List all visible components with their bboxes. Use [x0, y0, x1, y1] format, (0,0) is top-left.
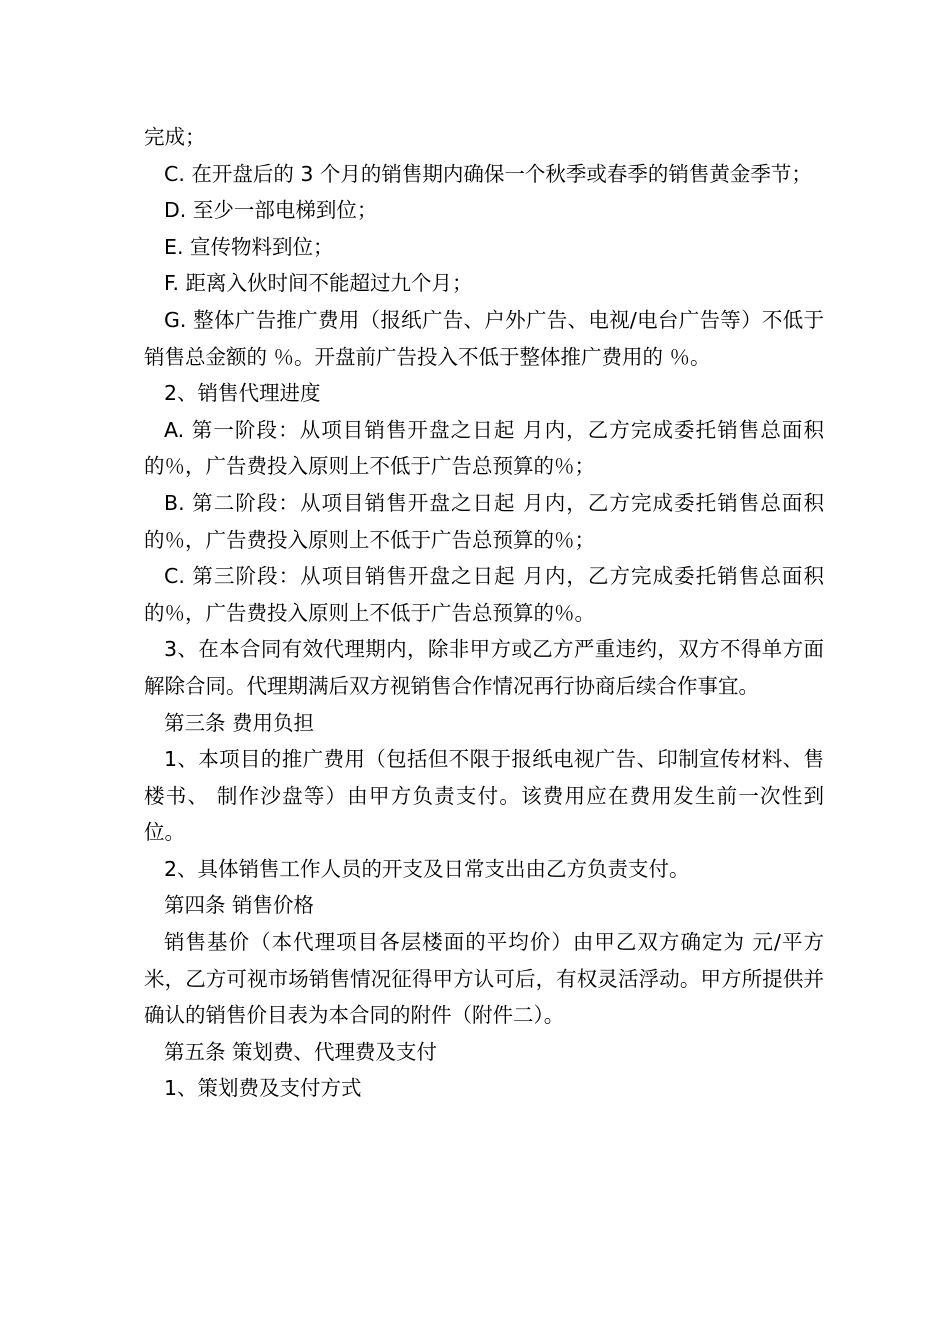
paragraph: G. 整体广告推广费用（报纸广告、户外广告、电视/电台广告等）不低于销售总金额的 ％。开盘前广告投入不低于整体推广费用的 ％。	[144, 307, 824, 369]
article-heading: 第五条 策划费、代理费及支付	[164, 1039, 438, 1064]
paragraph: F. 距离入伙时间不能超过九个月；	[164, 271, 473, 296]
paragraph: C. 在开盘后的 3 个月的销售期内确保一个秋季或春季的销售黄金季节；	[164, 161, 812, 186]
paragraph: A. 第一阶段：从项目销售开盘之日起 月内，乙方完成委托销售总面积的％，广告费投入原则上不低于广告总预算的％；	[144, 417, 824, 479]
paragraph: 3、在本合同有效代理期内，除非甲方或乙方严重违约，双方不得单方面解除合同。代理期满后双方视销售合作情况再行协商后续合作事宜。	[144, 637, 824, 698]
paragraph: 2、具体销售工作人员的开支及日常支出由乙方负责支付。	[164, 856, 690, 881]
paragraph: E. 宣传物料到位；	[164, 234, 334, 259]
paragraph: 销售基价（本代理项目各层楼面的平均价）由甲乙双方确定为 元/平方米，乙方可视市场销售情况征得甲方认可后，有权灵活浮动。甲方所提供并确认的销售价目表为本合同的附件（附件二）。	[144, 930, 824, 1028]
paragraph: C. 第三阶段：从项目销售开盘之日起 月内，乙方完成委托销售总面积的％，广告费投入原则上不低于广告总预算的％。	[144, 564, 824, 625]
paragraph: B. 第二阶段：从项目销售开盘之日起 月内，乙方完成委托销售总面积的％，广告费投入原则上不低于广告总预算的％；	[144, 490, 824, 552]
section-heading: 2、销售代理进度	[164, 381, 321, 406]
document-body	[144, 119, 824, 1107]
paragraph: 1、本项目的推广费用（包括但不限于报纸电视广告、印制宣传材料、售楼书、 制作沙盘等）由甲方负责支付。该费用应在费用发生前一次性到位。	[144, 747, 824, 845]
paragraph: 完成；	[144, 125, 206, 149]
article-heading: 第三条 费用负担	[164, 710, 315, 735]
article-heading: 第四条 销售价格	[164, 893, 315, 918]
paragraph: D. 至少一部电梯到位；	[164, 198, 378, 223]
section-heading: 1、策划费及支付方式	[164, 1076, 362, 1101]
